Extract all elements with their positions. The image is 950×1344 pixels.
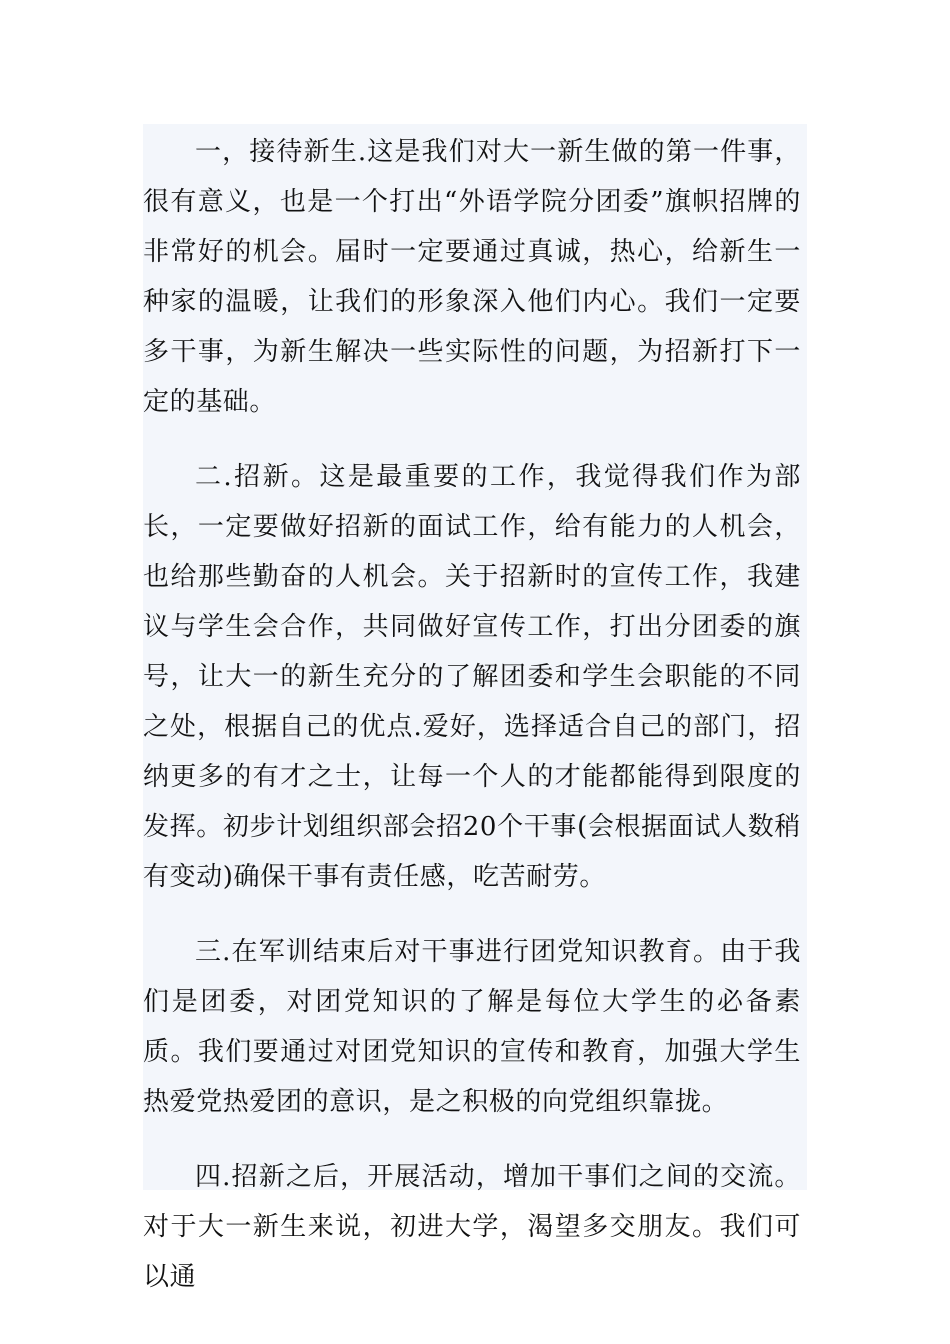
paragraph-2: 二.招新。这是最重要的工作，我觉得我们作为部长，一定要做好招新的面试工作，给有能力的人机会，也给那些勤奋的人机会。关于招新时的宣传工作，我建议与学生会合作，共同做好宣传工作，打出分团委的旗号，让大一的新生充分的了解团委和学生会职能的不同之处，根据自己的优点.爱好，选择适合自己的部门，招纳更多的有才之士，让每一个人的才能都能得到限度的发挥。初步计划组织部会招20个干事(会根据面试人数稍有变动)确保干事有责任感，吃苦耐劳。 (143, 462, 801, 892)
paragraph-3: 三.在军训结束后对干事进行团党知识教育。由于我们是团委，对团党知识的了解是每位大学生的必备素质。我们要通过对团党知识的宣传和教育，加强大学生热爱党热爱团的意识，是之积极的向党组织靠拢。 (143, 937, 801, 1117)
paragraph-1: 一，接待新生.这是我们对大一新生做的第一件事，很有意义，也是一个打出“外语学院分团委”旗帜招牌的非常好的机会。届时一定要通过真诚，热心，给新生一种家的温暖，让我们的形象深入他们内心。我们一定要多干事，为新生解决一些实际性的问题，为招新打下一定的基础。 (143, 137, 801, 417)
paragraph-4: 四.招新之后，开展活动，增加干事们之间的交流。对于大一新生来说，初进大学，渴望多交朋友。我们可以通 (143, 1162, 801, 1292)
text-block (143, 124, 807, 1292)
